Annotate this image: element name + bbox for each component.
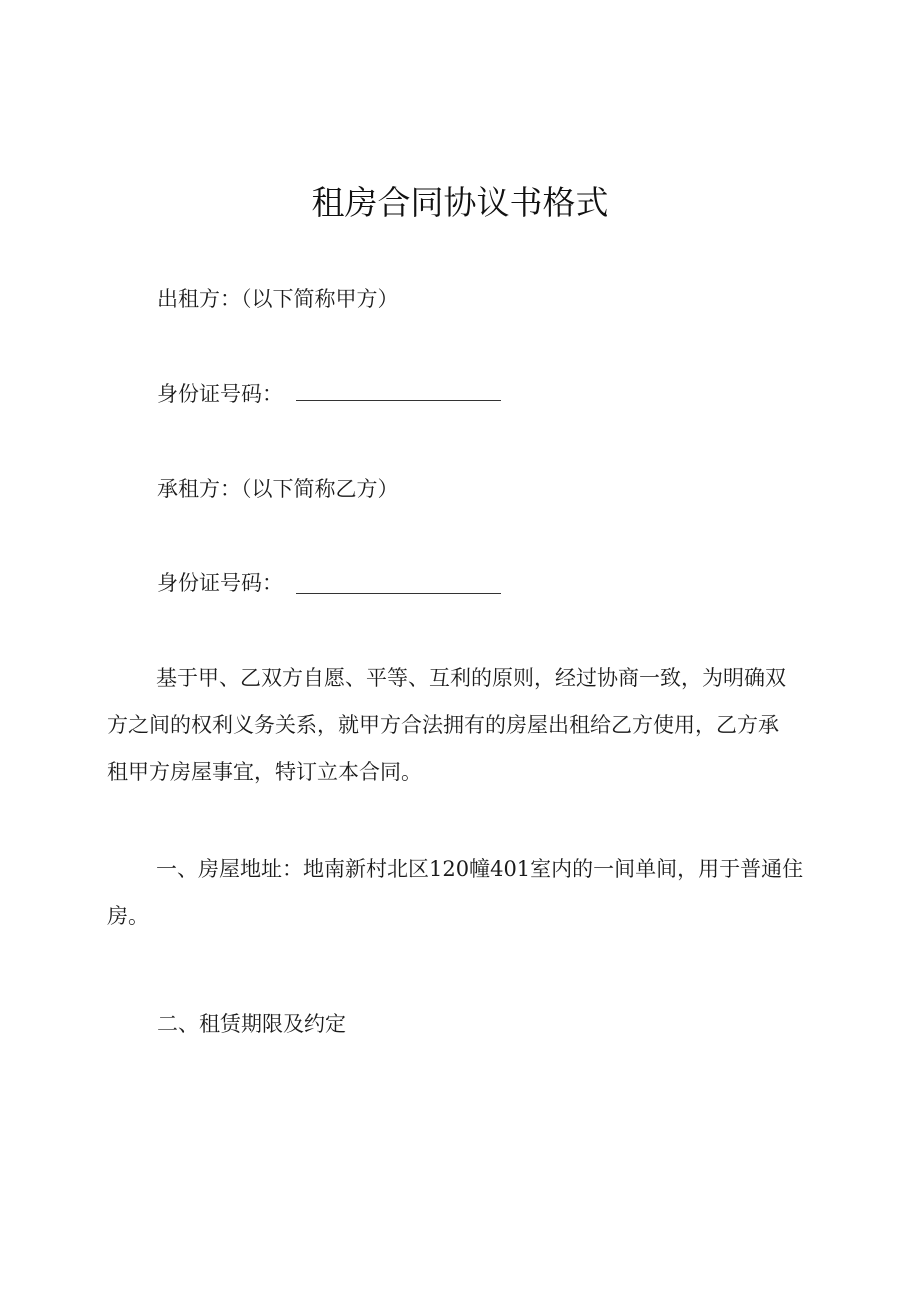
lessor-line: 出租方：（以下简称甲方） (157, 287, 399, 311)
lessee-line: 承租方：（以下简称乙方） (157, 477, 399, 501)
section-2-heading: 二、租赁期限及约定 (157, 1012, 346, 1036)
lessee-id-label: 身份证号码： (157, 571, 283, 595)
intro-paragraph (107, 655, 807, 796)
intro-line: 租甲方房屋事宜，特订立本合同。 (107, 760, 422, 784)
lessor-id-label: 身份证号码： (157, 382, 283, 406)
lessor-id-blank (296, 400, 501, 401)
section-1-paragraph (107, 846, 807, 940)
section-1-line: 一、房屋地址：地南新村北区120幢401室内的一间单间，用于普通住 (156, 857, 804, 881)
intro-line: 方之间的权利义务关系，就甲方合法拥有的房屋出租给乙方使用，乙方承 (107, 713, 779, 737)
document-title: 租房合同协议书格式 (311, 183, 609, 222)
intro-line: 基于甲、乙双方自愿、平等、互利的原则，经过协商一致，为明确双 (156, 666, 786, 690)
lessee-id-blank (296, 593, 501, 594)
section-1-line: 房。 (107, 904, 149, 928)
